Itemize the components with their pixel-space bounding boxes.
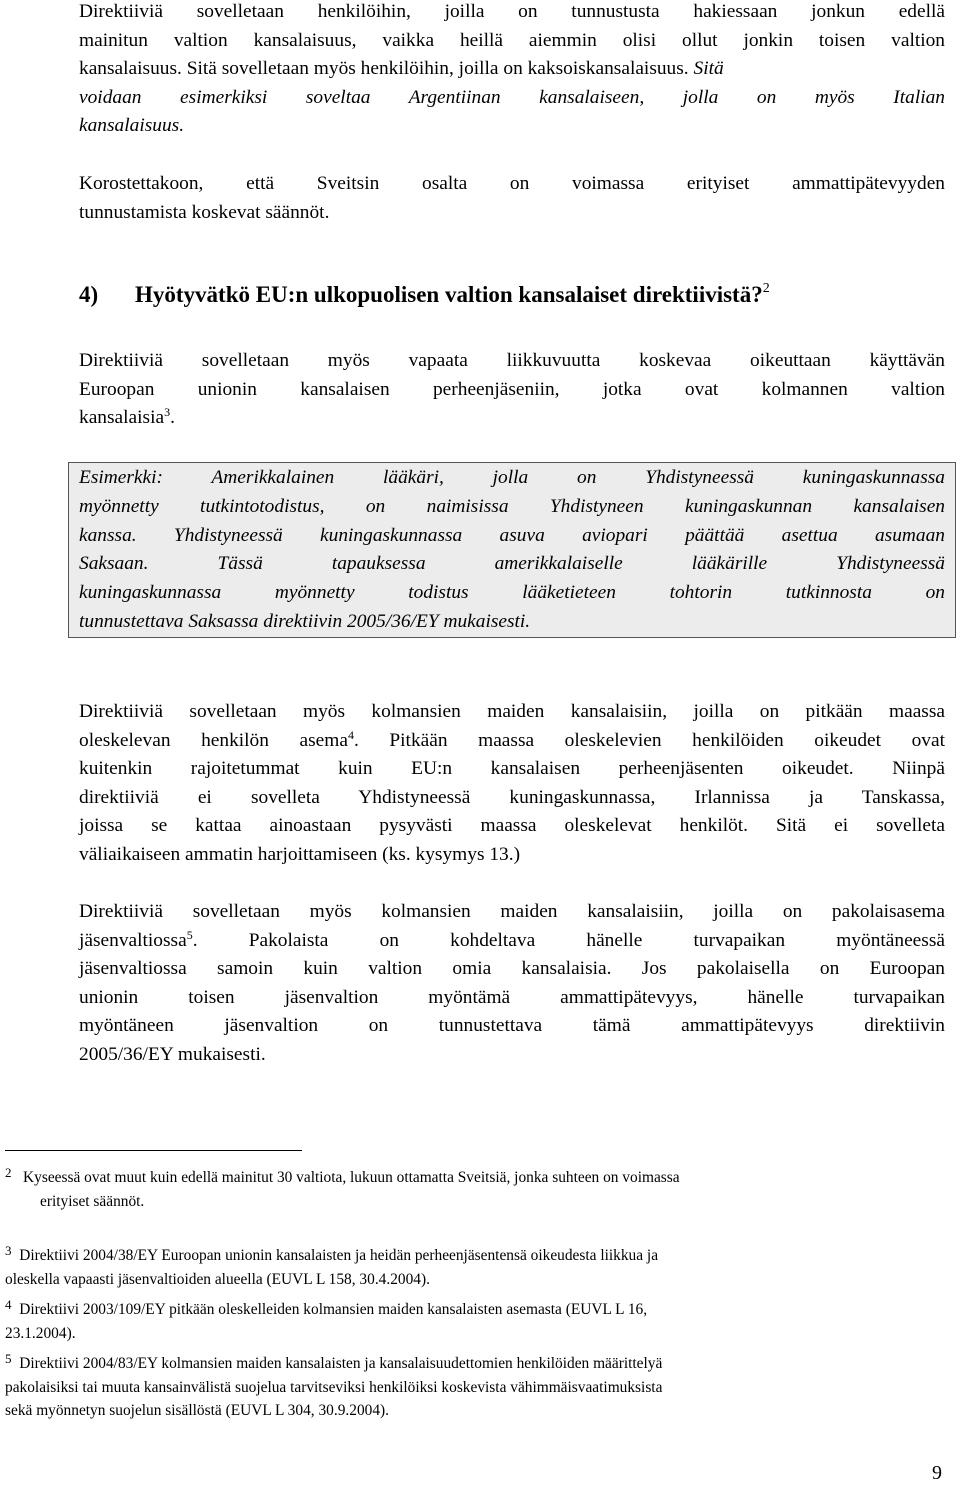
footnote-line: oleskella vapaasti jäsenvaltioiden alueella (EUVL L 158, 30.4.2004).: [5, 1270, 430, 1288]
italic-line: voidaan esimerkiksi soveltaa Argentiinan kansalaiseen, jolla on myös Italian: [79, 86, 945, 108]
text-line: joissa se kattaa ainoastaan pysyvästi maassa oleskelevat henkilöt. Sitä ei sovelleta: [79, 815, 945, 837]
text-line: jäsenvaltiossa samoin kuin valtion omia kansalaisia. Jos pakolaisella on Euroopan: [79, 958, 945, 980]
footnote-line: [5, 1166, 945, 1190]
text-line: [79, 927, 945, 956]
footnote-5: [5, 1352, 945, 1423]
footnote-ref[interactable]: 2: [762, 281, 770, 296]
text-span: . Pakolaista on kohdeltava hänelle turvapaikan myöntäneessä: [192, 929, 945, 951]
text-span: .: [170, 407, 175, 429]
footnote-line: [5, 1244, 945, 1268]
footnote-text: Kyseessä ovat muut kuin edellä mainitut 30 valtiota, lukuun ottamatta Sveitsiä, jonka suhteen on voimassa: [23, 1169, 680, 1186]
text-line: unionin toisen jäsenvaltion myöntämä ammattipätevyys, hänelle turvapaikan: [79, 986, 945, 1008]
text-line: väliaikaiseen ammatin harjoittamiseen (ks. kysymys 13.): [79, 843, 521, 865]
paragraph-refugees: [79, 898, 945, 1070]
heading-text: Hyötyvätkö EU:n ulkopuolisen valtion kansalaiset direktiivistä?: [135, 282, 763, 307]
footnote-line: [5, 1352, 945, 1376]
footnote-mark: 4: [5, 1297, 12, 1312]
footnote-text: Direktiivi 2003/109/EY pitkään oleskelleiden kolmansien maiden kansalaisten asemasta (EUVL L 16,: [19, 1301, 648, 1318]
footnote-3: [5, 1244, 945, 1291]
text-line: Direktiiviä sovelletaan henkilöihin, joilla on tunnustusta hakiessaan jonkun edellä: [79, 1, 945, 22]
text-line: 2005/36/EY mukaisesti.: [79, 1043, 266, 1065]
text-line: [79, 55, 945, 84]
footnote-mark: 5: [5, 1351, 12, 1366]
paragraph-long-term-residents: [79, 698, 945, 870]
footnote-mark: 2: [5, 1165, 12, 1180]
example-line: Esimerkki: Amerikkalainen lääkäri, jolla on Yhdistyneessä kuningaskunnassa: [79, 467, 945, 488]
text-line: Direktiiviä sovelletaan myös vapaata liikkuvuutta koskevaa oikeuttaan käyttävän: [79, 350, 945, 371]
footnote-text: Direktiivi 2004/38/EY Euroopan unionin kansalaisten ja heidän perheenjäsentensä oikeudesta liikkua ja: [19, 1247, 659, 1264]
example-line: Saksaan. Tässä tapauksessa amerikkalaiselle lääkärille Yhdistyneessä: [79, 553, 945, 575]
text-line: tunnustamista koskevat säännöt.: [79, 201, 330, 223]
paragraph-nationality: [79, 0, 945, 141]
example-text: [79, 464, 945, 637]
text-span: kansalaisia: [79, 407, 165, 429]
text-line: myöntäneen jäsenvaltion on tunnustettava tämä ammattipätevyys direktiivin: [79, 1015, 945, 1037]
footnote-mark: 3: [5, 1243, 12, 1258]
footnote-line: erityiset säännöt.: [40, 1192, 145, 1210]
footnote-2: [5, 1166, 945, 1213]
text-line: kuitenkin rajoitetummat kuin EU:n kansalaisen perheenjäsenten oikeudet. Niinpä: [79, 758, 945, 780]
italic-line: kansalaisuus.: [79, 115, 185, 137]
footnote-ref[interactable]: 5: [186, 927, 193, 942]
paragraph-switzerland: [79, 170, 945, 227]
footnote-ref[interactable]: 3: [164, 405, 171, 420]
footnote-text: Direktiivi 2004/83/EY kolmansien maiden kansalaisten ja kansalaisuudettomien henkilöiden määrittelyä: [19, 1355, 663, 1372]
text-line: Direktiiviä sovelletaan myös kolmansien maiden kansalaisiin, joilla on pitkään maassa: [79, 701, 945, 722]
footnote-line: [5, 1298, 945, 1322]
text-line: mainitun valtion kansalaisuus, vaikka heillä aiemmin olisi ollut jonkin toisen valtion: [79, 29, 945, 51]
text-line: [79, 727, 945, 756]
italic-text: Sitä: [693, 58, 724, 80]
text-span: kansalaisuus. Sitä sovelletaan myös henkilöihin, joilla on kaksoiskansalaisuus.: [79, 58, 689, 80]
text-line: [79, 404, 945, 433]
paragraph-family-members: [79, 347, 945, 433]
text-span: . Pitkään maassa oleskelevien henkilöiden oikeudet ovat: [353, 729, 945, 751]
footnote-ref[interactable]: 4: [347, 727, 354, 742]
text-span: jäsenvaltiossa: [79, 929, 187, 951]
text-line: Korostettakoon, että Sveitsin osalta on voimassa erityiset ammattipätevyyden: [79, 173, 945, 194]
example-line: kanssa. Yhdistyneessä kuningaskunnassa asuva aviopari päättää asettua asumaan: [79, 524, 945, 546]
text-line: Euroopan unionin kansalaisen perheenjäseniin, jotka ovat kolmannen valtion: [79, 378, 945, 400]
footnote-line: 23.1.2004).: [5, 1324, 76, 1342]
example-line: kuningaskunnassa myönnetty todistus lääketieteen tohtorin tutkinnosta on: [79, 582, 945, 604]
footnote-separator: [5, 1150, 302, 1151]
text-line: Direktiiviä sovelletaan myös kolmansien maiden kansalaisiin, joilla on pakolaisasema: [79, 901, 945, 922]
footnote-line: pakolaisiksi tai muuta kansainvälistä suojelua tarvitseviksi henkilöiksi koskevista vähimmäisvaatimuksista: [5, 1378, 663, 1396]
section-heading: [79, 282, 770, 308]
heading-number: 4): [79, 282, 99, 307]
example-line: myönnetty tutkintotodistus, on naimisissa Yhdistyneen kuningaskunnan kansalaisen: [79, 495, 945, 517]
page-number: 9: [932, 1462, 942, 1484]
footnote-4: [5, 1298, 945, 1345]
text-line: direktiiviä ei sovelleta Yhdistyneessä kuningaskunnassa, Irlannissa ja Tanskassa,: [79, 786, 945, 808]
footnote-line: sekä myönnetyn suojelun sisällöstä (EUVL L 304, 30.9.2004).: [5, 1402, 389, 1419]
example-line: tunnustettava Saksassa direktiivin 2005/36/EY mukaisesti.: [79, 610, 531, 632]
text-span: oleskelevan henkilön asema: [79, 729, 348, 751]
